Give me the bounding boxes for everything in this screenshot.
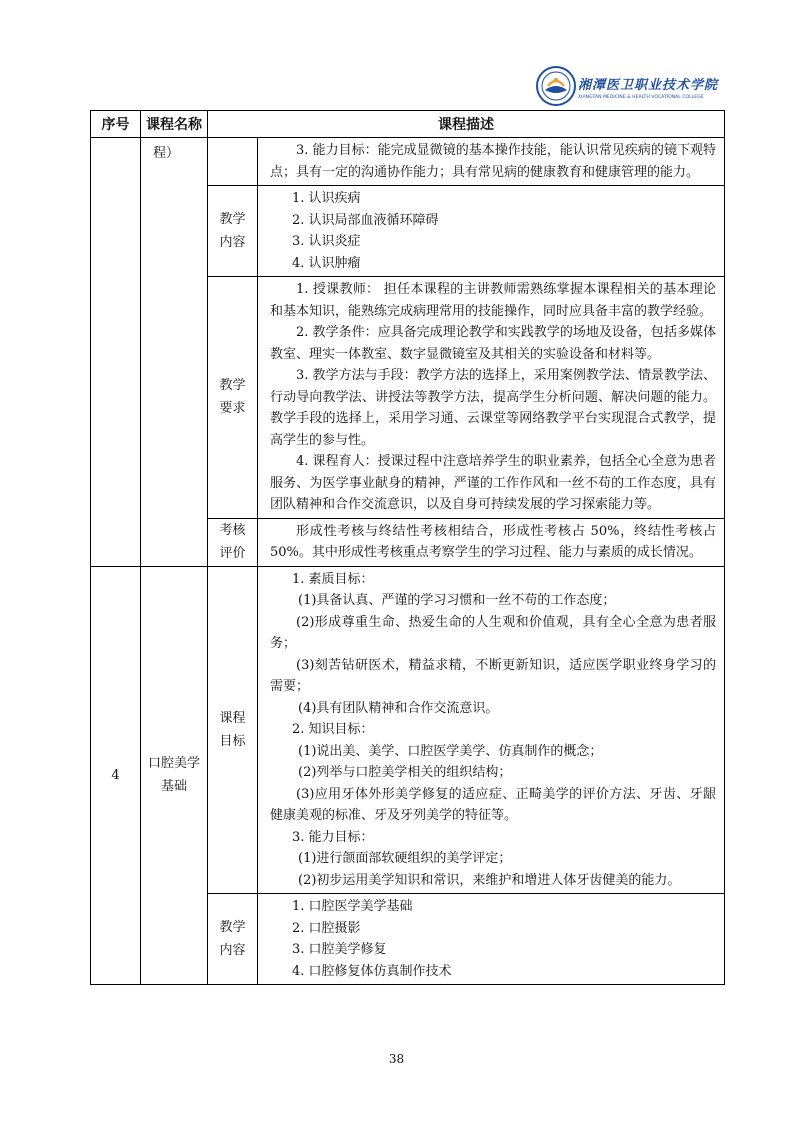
requirement-paragraph: 4. 课程育人：授课过程中注意培养学生的职业素养，包括全心全意为患者服务、为医学事业献身的精神，严谨的工作作风和一丝不苟的工作态度，具有团队精神和合作交流意识，以及自身可持续发展的学习探索能力等。 — [270, 454, 716, 512]
table-row — [91, 138, 725, 186]
ability-goal-text — [258, 138, 725, 186]
goal-line: (2)初步运用美学知识和常识，来维护和增进人体牙齿健美的能力。 — [298, 872, 681, 888]
list-item: 2. 口腔摄影 — [292, 920, 361, 936]
list-item: 1. 口腔医学美学基础 — [292, 899, 413, 914]
goal-line: (3)刻苦钻研医术，精益求精，不断更新知识，适应医学职业终身学习的需要； — [270, 657, 716, 694]
goal-line: 2. 知识目标： — [292, 722, 374, 737]
list-item: 4. 认识肿瘤 — [292, 255, 361, 271]
course-seq: 4 — [91, 566, 141, 985]
college-name-cn: 湘潭医卫职业技术学院 — [578, 78, 719, 93]
college-name-en: XIANGTAN MEDICINE & HEALTH VOCATIONAL COLLEGE — [578, 95, 704, 100]
list-item: 3. 口腔美学修复 — [292, 942, 387, 957]
goal-line: 1. 素质目标： — [292, 571, 374, 587]
label-teaching-content: 教学 内容 — [208, 186, 258, 277]
assessment-paragraph: 形成性考核与终结性考核相结合，形成性考核占 50%，终结性考核占 50%。其中形成性考核重点考察学生的学习过程、能力与素质的成长情况。 — [270, 523, 716, 560]
header-seq: 序号 — [91, 111, 141, 138]
college-logo — [526, 66, 726, 110]
table-header-row — [91, 111, 725, 138]
requirement-paragraph: 1. 授课教师： 担任本课程的主讲教师需熟练掌握本课程相关的基本理论和基本知识，能熟练完成病理常用的技能操作，同时应具备丰富的教学经验。 — [270, 282, 716, 319]
seq-cell-cont — [91, 138, 141, 567]
list-item: 1. 认识疾病 — [292, 191, 361, 206]
goal-line: (2)列举与口腔美学相关的组织结构； — [298, 765, 512, 780]
header-course-desc: 课程描述 — [208, 111, 725, 138]
label-assessment: 考核 评价 — [208, 518, 258, 566]
goal-line: (1)具备认真、严谨的学习习惯和一丝不苟的工作态度； — [298, 593, 616, 608]
teaching-content-list — [258, 186, 725, 277]
course-goals-list — [258, 566, 725, 894]
label-course-goals: 课程 目标 — [208, 566, 258, 894]
list-item: 2. 认识局部血液循环障碍 — [292, 212, 439, 228]
requirement-paragraph: 3. 教学方法与手段：教学方法的选择上，采用案例教学法、情景教学法、行动导向教学法、讲授法等教学方法，提高学生分析问题、解决问题的能力。教学手段的选择上，采用学习通、云课堂等网络教学平台实现混合式教学，提高学生的参与性。 — [270, 368, 716, 448]
course-name: 口腔美学 基础 — [141, 566, 208, 985]
teaching-requirements-text — [258, 277, 725, 519]
ability-goal-paragraph: 3. 能力目标：能完成显微镜的基本操作技能，能认识常见疾病的镜下观特点；具有一定的沟通协作能力；具有常见病的健康教育和健康管理的能力。 — [270, 143, 716, 180]
course-name-cont: 程） — [141, 138, 208, 567]
label-teaching-content-4: 教学 内容 — [208, 894, 258, 985]
assessment-text — [258, 518, 725, 566]
requirement-paragraph: 2. 教学条件：应具备完成理论教学和实践教学的场地及设备，包括多媒体教室、理实一体教室、数字显微镜室及其相关的实验设备和材料等。 — [270, 325, 716, 362]
label-teaching-requirements: 教学 要求 — [208, 277, 258, 519]
list-item: 4. 口腔修复体仿真制作技术 — [292, 963, 452, 979]
list-item: 3. 认识炎症 — [292, 234, 361, 249]
page-number: 38 — [388, 1052, 405, 1066]
college-emblem-icon — [536, 66, 576, 106]
table-row — [91, 566, 725, 894]
goal-line: (1)说出美、美学、口腔医学美学、仿真制作的概念； — [298, 743, 603, 759]
course-table — [90, 110, 725, 985]
goal-line: (4)具有团队精神和合作交流意识。 — [298, 700, 499, 716]
label-empty — [208, 138, 258, 186]
goal-line: (3)应用牙体外形美学修复的适应症、正畸美学的评价方法、牙齿、牙龈健康美观的标准、牙及牙列美学的特征等。 — [270, 786, 716, 823]
goal-line: (2)形成尊重生命、热爱生命的人生观和价值观，具有全心全意为患者服务； — [270, 614, 716, 651]
teaching-content-list-4 — [258, 894, 725, 985]
goal-line: (1)进行颌面部软硬组织的美学评定； — [298, 851, 512, 866]
goal-line: 3. 能力目标： — [292, 829, 374, 845]
header-course-name: 课程名称 — [141, 111, 208, 138]
